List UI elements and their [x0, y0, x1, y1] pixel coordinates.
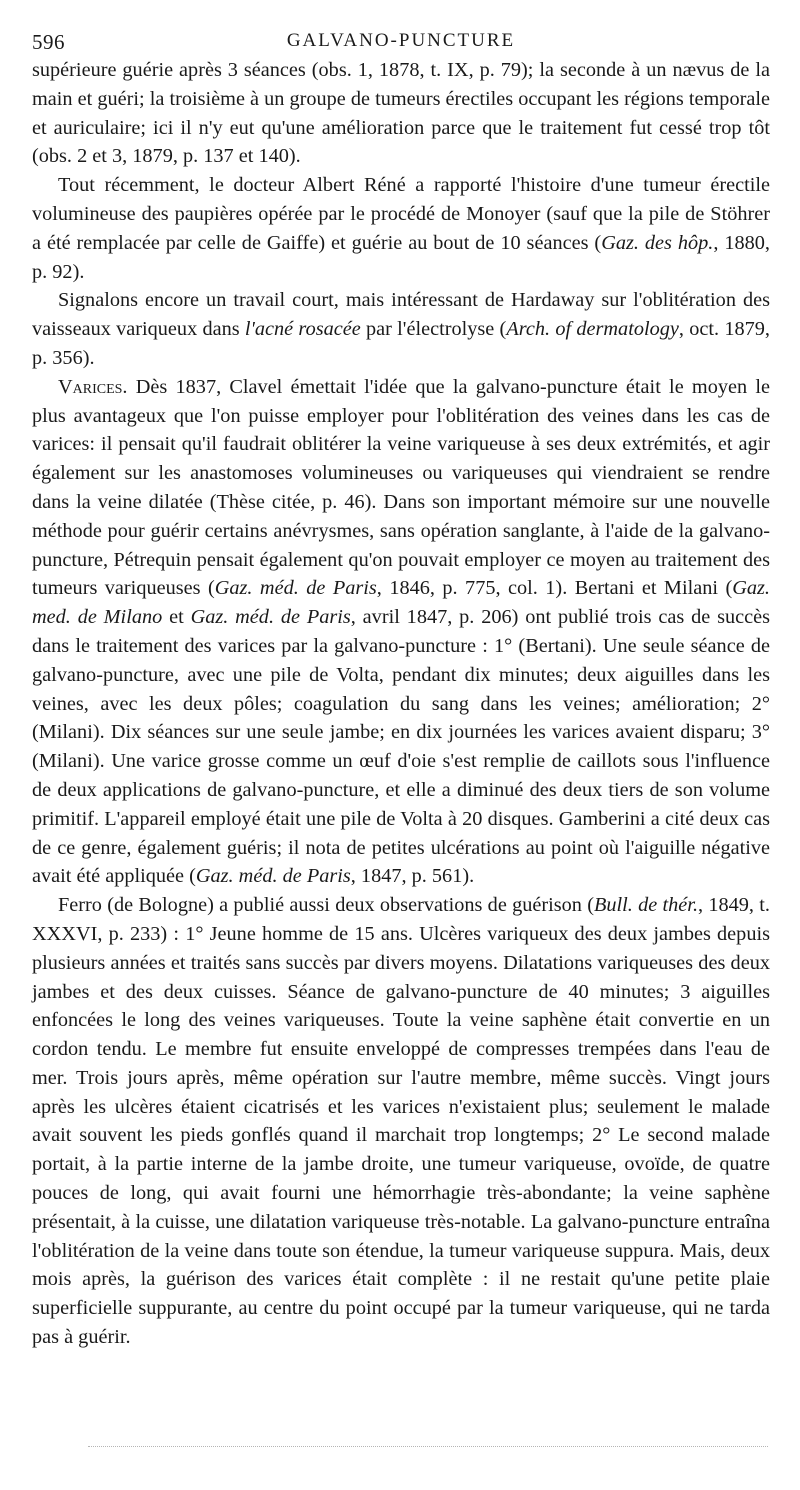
p3-term: l'acné rosacée: [244, 318, 361, 341]
p3-text: Signalons encore un travail court, mais intéressant de Hardaway sur l'oblitération des vaisseaux variqueux dans: [32, 289, 770, 341]
p2-citation: Gaz. des hôp.: [601, 231, 714, 254]
p5-citation: Bull. de thér.: [593, 894, 699, 917]
p2-text: Tout récemment, le docteur Albert Réné a rapporté l'histoire d'une tumeur érectile volumineuse des paupières opérée par le procédé de Monoyer (sauf que la pile de Stöhrer a été remplacée par celle de Gaiffe) et guérie au bout de 10 séances (: [32, 174, 770, 254]
p5-text-2: , 1849, t. XXXVI, p. 233) : 1° Jeune homme de 15 ans. Ulcères variqueux des deux jambes depuis plusieurs années et traités sans succès par divers moyens. Dilatations variqueuses des deux jambes et des deux cuisses. Séance de galvano-puncture de 40 minutes; 3 aiguilles enfoncées le long des veines variqueuses. Toute la veine saphène était convertie en un cordon tendu. Le membre fut ensuite enveloppé de compresses trempées dans l'eau de mer. Trois jours après, même opération sur l'autre membre, même succès. Vingt jours après les ulcères étaient cicatrisés et les varices n'existaient plus; seulement le malade avait souvent les pieds gonflés quand il marchait trop longtemps; 2° Le second malade portait, à la partie interne de la jambe droite, une tumeur variqueuse, ovoïde, de quatre pouces de long, qui avait fourni une hémorrhagie très-abondante; la veine saphène présentait, à la cuisse, une dilatation variqueuse très-notable. La galvano-puncture entraîna l'oblitération de la veine dans toute son étendue, la tumeur variqueuse suppura. Mais, deux mois après, la guérison des varices était complète : il ne restait qu'une petite plaie superficielle suppurante, au centre du point occupé par la tumeur variqueuse, qui ne tarda pas à guérir.: [32, 894, 770, 1349]
footer-rule: [88, 1446, 768, 1447]
p4-citation-4: Gaz. méd. de Paris: [195, 865, 351, 888]
p5-text: Ferro (de Bologne) a publié aussi deux observations de guérison (: [58, 894, 594, 917]
running-head: GALVANO-PUNCTURE: [286, 30, 516, 51]
p4-text-3: et: [162, 606, 191, 629]
p4-text: Dès 1837, Clavel émettait l'idée que la galvano-puncture était le moyen le plus avantageux que l'on puisse employer pour l'oblitération des veines dans les cas de varices: il pensait qu'il faudrait oblitérer la veine variqueuse à ses deux extrémités, et agir également sur les anastomoses volumineuses ou variqueuses qui viendraient se rendre dans la veine dilatée (Thèse citée, p. 46). Dans son important mémoire sur une nouvelle méthode pour guérir certains anévrysmes, sans opération sanglante, à l'aide de la galvano-puncture, Pétrequin pensait également qu'on pouvait employer ce moyen au traitement des tumeurs variqueuses (: [32, 375, 770, 600]
page-header: [32, 22, 770, 56]
paragraph-1: [32, 56, 770, 171]
body-text: [32, 56, 770, 1352]
p3-text-mid: par l'électrolyse (: [360, 318, 507, 341]
page: [32, 22, 770, 1352]
paragraph-2: [32, 171, 770, 286]
page-number: 596: [32, 30, 65, 54]
p4-citation-2: Gaz. med. de Milano: [32, 577, 770, 629]
paragraph-3: [32, 286, 770, 372]
paragraph-varices: [32, 373, 770, 891]
p3-text-end: , oct. 1879, p. 356).: [32, 318, 770, 369]
section-label-varices: Varices.: [58, 375, 128, 398]
paragraph-ferro: [32, 891, 770, 1352]
p1-text: supérieure guérie après 3 séances (obs. 1, 1878, t. IX, p. 79); la seconde à un nævus de la main et guéri; la troisième à un groupe de tumeurs érectiles occupant les régions temporale et auriculaire; ici il n'y eut qu'une amélioration parce que le traitement fut cessé trop tôt (obs. 2 et 3, 1879, p. 137 et 140).: [32, 59, 770, 168]
p4-citation-3: Gaz. méd. de Paris: [190, 606, 351, 629]
p2-text-end: , 1880, p. 92).: [32, 231, 770, 283]
p4-text-5: , 1847, p. 561).: [350, 865, 475, 888]
p4-text-2: , 1846, p. 775, col. 1). Bertani et Milani (: [376, 577, 733, 600]
p3-citation: Arch. of dermatology: [506, 318, 679, 341]
p4-citation-1: Gaz. méd. de Paris: [214, 577, 377, 600]
p4-text-4: , avril 1847, p. 206) ont publié trois cas de succès dans le traitement des varices par la galvano-puncture : 1° (Bertani). Une seule séance de galvano-puncture, avec une pile de Volta, pendant dix minutes; deux aiguilles dans les veines, avec les deux pôles; coagulation du sang dans les veines; amélioration; 2° (Milani). Dix séances sur une seule jambe; en dix journées les varices avaient disparu; 3° (Milani). Une varice grosse comme un œuf d'oie s'est remplie de caillots sous l'influence de deux applications de galvano-puncture, et elle a diminué des deux tiers de son volume primitif. L'appareil employé était une pile de Volta à 20 disques. Gamberini a cité deux cas de ce genre, également guéris; il nota de petites ulcérations au point où l'aiguille négative avait été appliquée (: [32, 606, 770, 888]
